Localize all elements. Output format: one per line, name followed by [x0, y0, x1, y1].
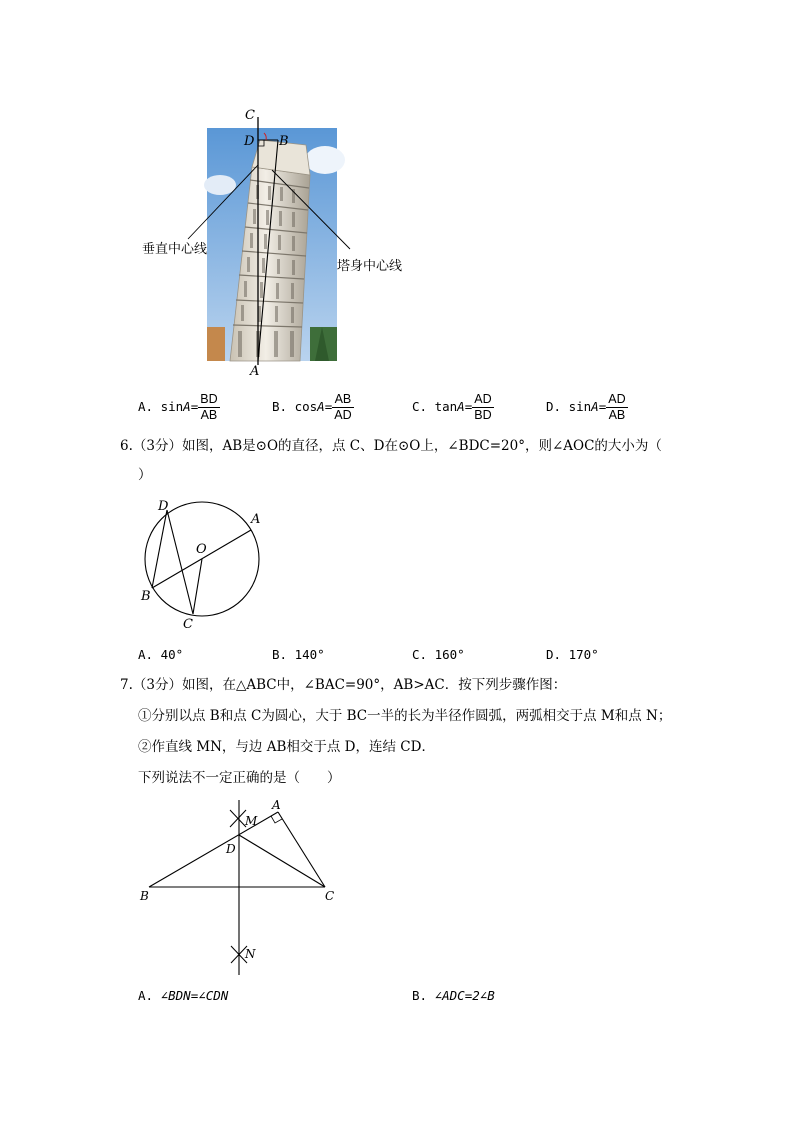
label-vertical-center-line: 垂直中心线 — [142, 242, 208, 257]
label-A: A — [251, 512, 261, 527]
q7-step1: ①分别以点 B和点 C为圆心，大于 BC一半的长为半径作圆弧，两弧相交于点 M和点 N； — [138, 708, 672, 724]
q7-stem: 7.（3分）如图，在△ABC中，∠BAC=90°，AB>AC．按下列步骤作图： — [120, 677, 567, 693]
left-building — [207, 327, 225, 361]
label-D: D — [244, 134, 255, 149]
q7-option-b[interactable]: B. ∠ADC=2∠B — [412, 988, 495, 1003]
q7-step2: ②作直线 MN，与边 AB相交于点 D，连结 CD． — [138, 739, 435, 755]
label-B: B — [279, 134, 289, 149]
fraction: $\frac{BD}{AB}$ — [200, 392, 218, 422]
q7-option-a[interactable]: A. ∠BDN=∠CDN — [138, 988, 229, 1003]
label-A: A — [272, 798, 281, 812]
q6-option-b[interactable]: B. 140° — [272, 647, 325, 662]
label-M: M — [245, 814, 258, 828]
label-C: C — [183, 617, 193, 632]
q5-option-d[interactable]: D. sinA= $\frac{AD}{AB}$ — [546, 392, 626, 422]
q6-option-d[interactable]: D. 170° — [546, 647, 599, 662]
q5-option-b[interactable]: B. cosA= $\frac{AB}{AD}$ — [272, 392, 352, 422]
q6-option-c[interactable]: C. 160° — [412, 647, 465, 662]
radius-OC — [193, 559, 202, 614]
side-BA — [149, 812, 278, 887]
label-O: O — [196, 542, 207, 557]
circle-figure-svg — [135, 492, 275, 634]
label-B: B — [140, 889, 149, 903]
label-B: B — [141, 589, 151, 604]
label-D: D — [226, 842, 236, 856]
label-D: D — [158, 499, 169, 514]
label-C: C — [325, 889, 335, 903]
tower-figure-svg — [140, 105, 430, 380]
q5-option-c[interactable]: C. tanA= $\frac{AD}{BD}$ — [412, 392, 492, 422]
right-angle-mark — [271, 816, 282, 823]
q7-question: 下列说法不一定正确的是（ ） — [138, 770, 341, 786]
triangle-figure-svg — [135, 795, 350, 975]
tower-figure — [140, 105, 430, 380]
cloud — [204, 175, 236, 195]
triangle-figure — [135, 795, 350, 975]
q6-option-a[interactable]: A. 40° — [138, 647, 184, 662]
side-AC — [278, 812, 325, 887]
cloud — [305, 146, 345, 174]
circle-figure — [135, 492, 275, 634]
label-C: C — [245, 108, 255, 123]
label-A: A — [250, 364, 260, 379]
label-N: N — [245, 947, 256, 961]
chord-DC — [167, 510, 193, 614]
fraction: $\frac{AD}{BD}$ — [474, 392, 492, 422]
q6-stem-line1: 6.（3分）如图，AB是⊙O的直径，点 C、D在⊙O上，∠BDC=20°，则∠AOC的大小为（ — [120, 438, 662, 454]
segment-DC — [239, 835, 325, 887]
fraction: $\frac{AD}{AB}$ — [608, 392, 626, 422]
label-tower-center-line: 塔身中心线 — [337, 259, 403, 274]
q6-stem-line2: ） — [138, 467, 152, 483]
fraction: $\frac{AB}{AD}$ — [334, 392, 352, 422]
q5-option-a[interactable]: A. sinA= $\frac{BD}{AB}$ — [138, 392, 218, 422]
